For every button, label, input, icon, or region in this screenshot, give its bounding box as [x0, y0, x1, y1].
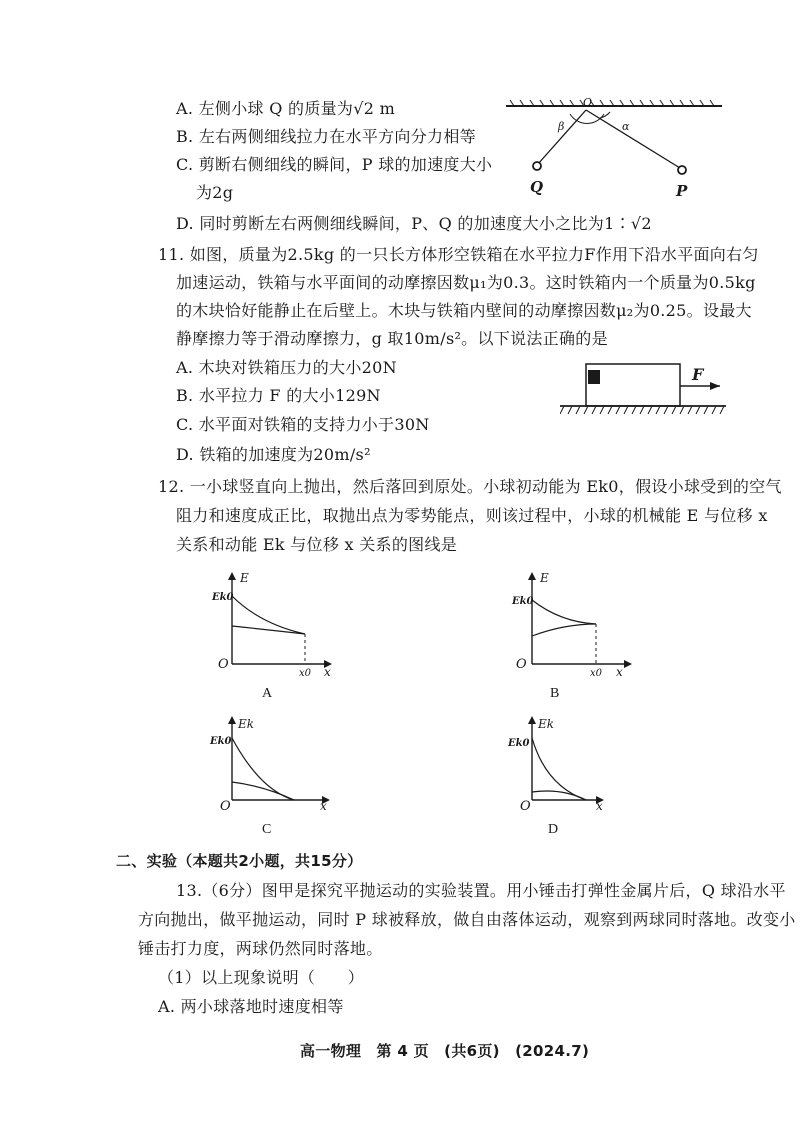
graph-b-x0: x0: [590, 668, 603, 678]
q11-option-c: C. 水平面对铁箱的支持力小于30N: [176, 415, 430, 434]
graph-a-ylabel: E: [240, 571, 249, 585]
q13-line-3: 锤击打力度，两球仍然同时落地。: [138, 939, 383, 958]
q12-caption-a: A: [262, 686, 273, 701]
q11-line-3: 的木块恰好能静止在后壁上。木块与铁箱内壁间的动摩擦因数μ₂为0.25。设最大: [176, 301, 752, 320]
q12-graph-c: [200, 712, 350, 812]
q11-line-1: 11. 如图，质量为2.5kg 的一只长方体形空铁箱在水平拉力F作用下沿水平面向右匀: [158, 245, 759, 264]
q11-option-a: A. 木块对铁箱压力的大小20N: [176, 358, 397, 377]
q10-option-a: A. 左侧小球 Q 的质量为√2 m: [176, 99, 396, 118]
q12-caption-b: B: [550, 686, 560, 701]
q13-line-2: 方向抛出，做平抛运动，同时 P 球被释放，做自由落体运动，观察到两球同时落地。改变小: [138, 910, 796, 929]
q10-label-alpha: α: [622, 120, 630, 133]
q13-line-1: 13.（6分）图甲是探究平抛运动的实验装置。用小锤击打弹性金属片后，Q 球沿水平: [176, 881, 786, 900]
q10-pendulum-figure: [500, 92, 730, 207]
graph-b-ylabel: E: [540, 571, 549, 585]
graph-a-y0: Ek0: [212, 592, 234, 603]
q10-option-b: B. 左右两侧细线拉力在水平方向分力相等: [176, 127, 476, 146]
q12-caption-d: D: [548, 822, 559, 837]
q12-caption-c: C: [262, 822, 272, 837]
q12-graph-a: [200, 568, 350, 678]
graph-c-xlabel: x: [320, 799, 327, 812]
q11-line-4: 静摩擦力等于滑动摩擦力，g 取10m/s²。以下说法正确的是: [176, 329, 608, 348]
graph-c-y0: Ek0: [210, 736, 232, 747]
q13-option-a: A. 两小球落地时速度相等: [158, 997, 344, 1016]
graph-a-origin: O: [218, 657, 229, 672]
q10-label-q: Q: [530, 178, 544, 196]
q10-label-o: O: [583, 96, 593, 109]
q11-box-figure: [560, 360, 730, 420]
graph-b-y0: Ek0: [512, 596, 534, 607]
graph-b-origin: O: [516, 657, 527, 672]
q11-line-2: 加速运动，铁箱与水平面间的动摩擦因数μ₁为0.3。这时铁箱内一个质量为0.5kg: [176, 273, 756, 292]
q11-option-d: D. 铁箱的加速度为20m/s²: [176, 445, 371, 464]
graph-d-ylabel: Ek: [538, 717, 555, 731]
q11-label-f: F: [692, 365, 704, 384]
graph-d-xlabel: x: [596, 799, 603, 812]
q12-line-2: 阻力和速度成正比，取抛出点为零势能点，则该过程中，小球的机械能 E 与位移 x: [176, 506, 768, 525]
q10-option-c-cont: 为2g: [196, 183, 234, 202]
section-2-title: 二、实验（本题共2小题，共15分）: [116, 852, 363, 870]
q10-label-p: P: [676, 182, 688, 200]
graph-b-xlabel: x: [616, 665, 623, 678]
graph-c-origin: O: [220, 799, 231, 812]
graph-d-origin: O: [520, 799, 531, 812]
q13-line-4: （1）以上现象说明（ ）: [158, 968, 365, 987]
q10-option-d: D. 同时剪断左右两侧细线瞬间，P、Q 的加速度大小之比为1∶√2: [176, 214, 652, 233]
graph-a-x0: x0: [299, 668, 312, 678]
graph-a-xlabel: x: [324, 665, 331, 678]
q10-label-beta: β: [558, 120, 565, 133]
q12-line-3: 关系和动能 Ek 与位移 x 关系的图线是: [176, 535, 458, 554]
q12-graph-b: [500, 568, 650, 678]
q12-graph-d: [500, 712, 650, 812]
page-footer: 高一物理 第 4 页 (共6页) (2024.7): [300, 1042, 590, 1060]
q11-option-b: B. 水平拉力 F 的大小129N: [176, 386, 381, 405]
q10-option-c: C. 剪断右侧细线的瞬间，P 球的加速度大小: [176, 155, 493, 174]
q11-wood-block: [588, 370, 600, 384]
graph-d-y0: Ek0: [508, 738, 530, 749]
graph-c-ylabel: Ek: [238, 717, 255, 731]
q12-line-1: 12. 一小球竖直向上抛出，然后落回到原处。小球初动能为 Ek0，假设小球受到的空气: [158, 477, 782, 496]
